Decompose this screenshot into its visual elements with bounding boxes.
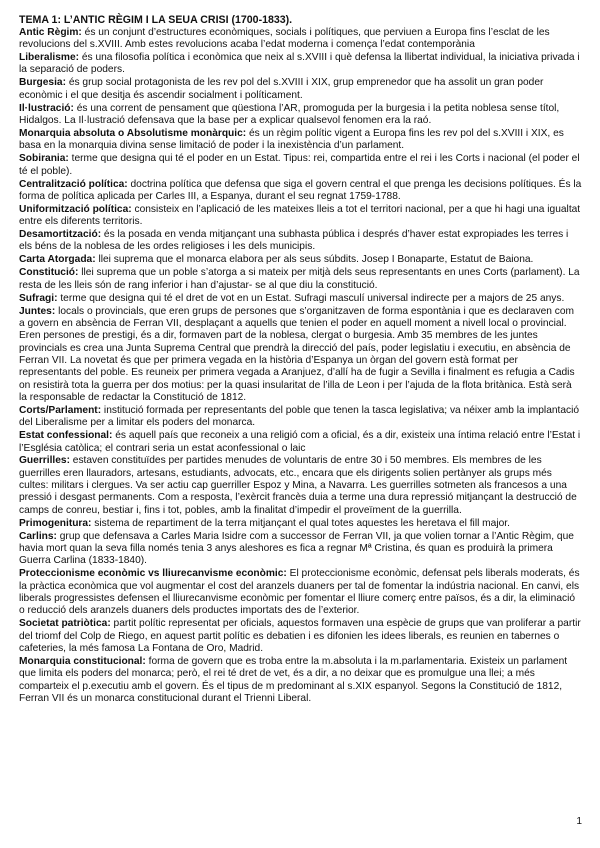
glossary-entry: [19, 52, 582, 77]
page-number: 1: [576, 815, 582, 827]
glossary-term: Il·lustració:: [19, 102, 74, 114]
glossary-term: Antic Règim:: [19, 26, 82, 38]
glossary-entry: [19, 430, 582, 455]
glossary-term: Monarquia absoluta o Absolutisme monàrquic:: [19, 127, 247, 139]
glossary-term: Constitució:: [19, 267, 79, 279]
glossary-definition: és un règim polític vigent a Europa fins les rev pol del s.XVIII i XIX, es basa en la monarquia divina sense limitació de poder i la inexistència d’un parlament.: [19, 127, 564, 152]
glossary-definition: forma de govern que es troba entre la m.absoluta i la m.parlamentaria. Existeix un parlament que limita els poders del monarca; però, el rei té dret de vet, és a dir, a no deixar que es promulgue una llei; a més comparteix el p.executiu amb el govern. És el tipus de m predominant al s.XIX espanyol. Segons la Constitució de 1812, Ferran VII és un monarca constitucional durant el Trienni Liberal.: [19, 655, 568, 704]
glossary-term: Burgesia:: [19, 77, 66, 89]
glossary-entry: [19, 455, 582, 517]
glossary-definition: és grup social protagonista de les rev pol del s.XVIII i XIX, grup emprenedor que ha assolit un gran poder econòmic i el que desitja és ascendir socialment i políticament.: [19, 77, 544, 101]
glossary-definition: partit polític representat per oficials, aquestos formaven una espècie de grups que van proliferar a partir del triomf del Colp de Riego, en aquest partit polític es debatien i es difonien les idees liberals, es reunien en tabernes o cafeteries, la més famosa La Fontana de Oro, Madrid.: [19, 618, 581, 654]
glossary-definition: és un conjunt d’estructures econòmiques, socials i polítiques, que perviuen a Europa fins l’esclat de les revolucions del s.XVIII. Amb estes revolucions acaba l’edat moderna i comença l’edat contemporània: [19, 26, 550, 51]
glossary-definition: doctrina política que defensa que siga el govern central el que prenga les decisions polítiques. És la forma de política aplicada per Carles III, a Espanya, durant el seu regnat 1759-1788.: [19, 178, 582, 202]
glossary-definition: és una corrent de pensament que qüestiona l’AR, promoguda per la burgesia i la petita noblesa sense títol, Hidalgos. La Il·lustració defensava que la base per a explicar qualsevol fenomen era la raó.: [19, 102, 560, 127]
glossary-term: Uniformització política:: [19, 203, 132, 215]
glossary-term: Desamortització:: [19, 229, 102, 241]
glossary-entry: [19, 306, 582, 405]
glossary-term: Centralització política:: [19, 178, 128, 190]
glossary-entry: [19, 293, 582, 305]
glossary-list: [19, 27, 582, 705]
glossary-entry: [19, 128, 582, 153]
glossary-entry: [19, 27, 582, 52]
glossary-term: Sufragi:: [19, 292, 58, 304]
glossary-definition: és aquell país que reconeix a una religió com a oficial, és a dir, existeix una íntima relació entre l’Estat i l’Església catòlica; el contrari seria un estat aconfessional o laic: [19, 430, 581, 454]
glossary-entry: [19, 518, 582, 530]
glossary-definition: locals o provincials, que eren grups de persones que s’organitzaven de forma espontània i que es declaraven com a govern en absència de Ferran VII, desplaçant a aquells que tenien el poder en aquell moment a nivell local o provincial. Eren persones de prestigi, és a dir, formaven part de la noblesa, clergat o burgesia. Amb 35 membres de les juntes provincials es crea una Junta Suprema Central que prendrà la direcció del país, poder legislatiu i executiu, en absència de Ferran VII. La novetat és que per primera vegada en la història d’Espanya un òrgan del govern està format per representants del poble. Es reuneix per primera vegada a Aranjuez, d’allí ha de fugir a Sevilla i finalment es refugia a Cadis on resistirà tota la guerra per dos motius: per la quasi insularitat de l’illa de Leon i per l’ajuda de la flota britànica. Està serà la responsable de redactar la Constitució de 1812.: [19, 305, 575, 403]
glossary-entry: [19, 204, 582, 229]
glossary-definition: estaven constituïdes per partides menudes de voluntaris de entre 30 i 50 membres. Els membres de les guerrilles eren llauradors, artesans, estudiants, advocats, etc., encara que els dirigents solien pertànyer als grups més cultes: militars i clergues. Va ser actiu cap guerriller Espoz y Mina, a Navarra. Les guerrilles sotmeten als francesos a una pressió i desgast permanents. Com a resposta, l’exèrcit francès duia a terme una dura repressió mitjançant la destrucció de camps de conreu, bestiar i, fins i tot, pobles, amb la finalitat d’impedir el proveïment de la guerrilla.: [19, 455, 577, 516]
glossary-entry: [19, 153, 582, 178]
glossary-term: Estat confessional:: [19, 430, 113, 442]
glossary-definition: llei suprema que un poble s’atorga a si mateix per mitjà dels seus representants en unes Corts (parlament). La resta de les lleis són de rang inferior i han d’ajustar- se al que diu la constitució.: [19, 267, 580, 291]
glossary-definition: llei suprema que el monarca elabora per als seus súbdits. Josep I Bonaparte, Estatut de Baiona.: [95, 254, 534, 266]
glossary-entry: [19, 267, 582, 292]
glossary-term: Carlins:: [19, 530, 57, 542]
glossary-definition: sistema de repartiment de la terra mitjançant el qual totes aquestes les heretava el fill major.: [91, 517, 510, 529]
glossary-definition: terme que designa qui té el dret de vot en un Estat. Sufragi masculí universal indirecte per a majors de 25 anys.: [57, 292, 565, 304]
glossary-entry: [19, 179, 582, 204]
glossary-entry: [19, 656, 582, 705]
glossary-term: Liberalisme:: [19, 52, 80, 64]
glossary-term: Guerrilles:: [19, 455, 70, 467]
glossary-entry: [19, 618, 582, 655]
document-title: TEMA 1: L’ANTIC RÈGIM I LA SEUA CRISI (1700-1833).: [19, 14, 293, 26]
glossary-term: Societat patriòtica:: [19, 618, 111, 630]
glossary-entry: [19, 531, 582, 568]
glossary-definition: és la posada en venda mitjançant una subhasta pública i després d’haver estat expropiades les terres i els béns de la noblesa de les ordes religioses i les dels municipis.: [19, 229, 569, 253]
glossary-definition: institució formada per representants del poble que tenen la tasca legislativa; va néixer amb la implantació del Liberalisme per a limitar els poders del monarca.: [19, 404, 580, 429]
glossary-definition: grup que defensava a Carles Maria Isidre com a successor de Ferran VII, ja que volien tornar a l’Antic Règim, que havia mort quan la seva filla només tenia 3 anys aleshores es fica a regnar Mª Cristina, és quan es produirà la primera Guerra Carlina (1833-1840).: [19, 530, 574, 567]
glossary-entry: [19, 77, 582, 102]
glossary-term: Corts/Parlament:: [19, 404, 102, 416]
glossary-term: Proteccionisme econòmic vs lliurecanvisme econòmic:: [19, 568, 287, 580]
glossary-definition: El proteccionisme econòmic, defensat pels liberals moderats, és la pràctica econòmica que vol augmentar el cost del aranzels duaners per tal de fomentar la indústria nacional. En canvi, els liberals progressistes defensen el lliurecanvisme econòmic per fomentar el lliure comerç entre països, és a dir, la eliminació o reducció dels aranzels duaners dels productes importats des de l’exterior.: [19, 568, 580, 617]
glossary-entry: [19, 229, 582, 254]
glossary-definition: consisteix en l’aplicació de les mateixes lleis a tot el territori nacional, per a que hi hagi una igualtat entre els diferents territoris.: [19, 203, 581, 228]
glossary-definition: terme que designa qui té el poder en un Estat. Tipus: rei, compartida entre el rei i les Corts i nacional (el poder el té el poble).: [19, 153, 580, 177]
glossary-term: Juntes:: [19, 305, 56, 317]
glossary-term: Primogenitura:: [19, 517, 92, 529]
glossary-entry: [19, 405, 582, 430]
glossary-entry: [19, 103, 582, 128]
glossary-term: Carta Atorgada:: [19, 254, 96, 266]
glossary-entry: [19, 254, 582, 266]
glossary-term: Monarquia constitucional:: [19, 655, 146, 667]
glossary-definition: és una filosofia política i econòmica que neix al s.XVIII i què defensa la llibertat individual, la iniciativa privada i la separació de poders.: [19, 52, 580, 76]
glossary-entry: [19, 568, 582, 617]
glossary-term: Sobirania:: [19, 153, 69, 165]
